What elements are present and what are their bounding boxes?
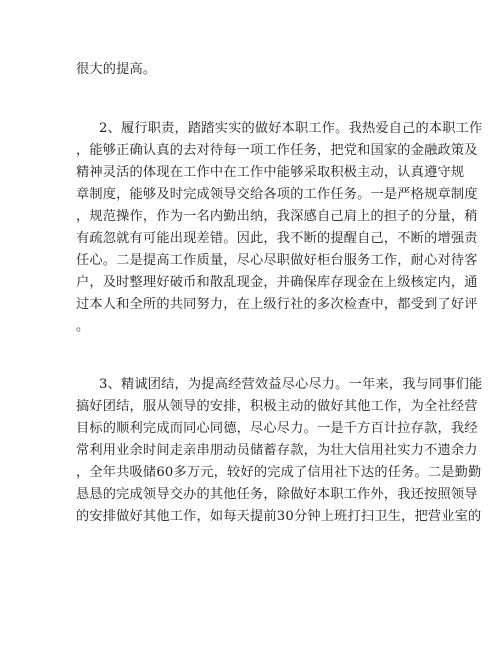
section-3-line-7: 的安排做好其他工作，如每天提前30分钟上班打扫卫生，把营业室的 [76,509,482,524]
section-2-line-9: 过本人和全所的共同努力，在上级行社的多次检查中，都受到了好评 [76,297,478,312]
section-2-line-2: ，能够正确认真的去对待每一项工作任务，把党和国家的金融政策及 [76,143,478,158]
section-2-line-3: 精神灵活的体现在工作中在工作中能够采取积极主动，认真遵守规 [76,165,465,180]
section-3-line-6: 恳恳的完成领导交办的其他任务，除做好本职工作外，我还按照领导 [76,487,478,502]
section-3-line-2: 搞好团结，服从领导的安排，积极主动的做好其他工作，为全社经营 [76,399,478,414]
section-2-line-8: 户，及时整理好破币和散乱现金，并确保库存现金在上级核定内，通 [76,275,478,290]
section-2-line-6: 有疏忽就有可能出现差错。因此，我不断的提醒自己，不断的增强责 [76,231,478,246]
section-3-line-3: 目标的顺利完成而同心同德，尽心尽力。一是千方百计拉存款，我经 [76,421,478,436]
section-2-line-1: 2、履行职责，踏踏实实的做好本职工作。我热爱自己的本职工作 [99,121,483,136]
intro-tail-line: 很大的提高。 [76,62,157,77]
section-2-line-5: ，规范操作，作为一名内勤出纳，我深感自己肩上的担子的分量，稍 [76,209,478,224]
section-3-line-5: ，全年共吸储60多万元，较好的完成了信用社下达的任务。二是勤勤 [76,465,482,480]
section-2-line-7: 任心。二是提高工作质量，尽心尽职做好柜台服务工作，耐心对待客 [76,253,478,268]
section-3-line-4: 常利用业余时间走亲串朋动员储蓄存款，为壮大信用社实力不遗余力 [76,443,478,458]
section-2-line-4: 章制度，能够及时完成领导交给各项的工作任务。一是严格规章制度 [76,187,478,202]
section-2-line-10: 。 [76,319,90,334]
section-3-line-1: 3、精诚团结，为提高经营效益尽心尽力。一年来，我与同事们能 [99,377,483,392]
